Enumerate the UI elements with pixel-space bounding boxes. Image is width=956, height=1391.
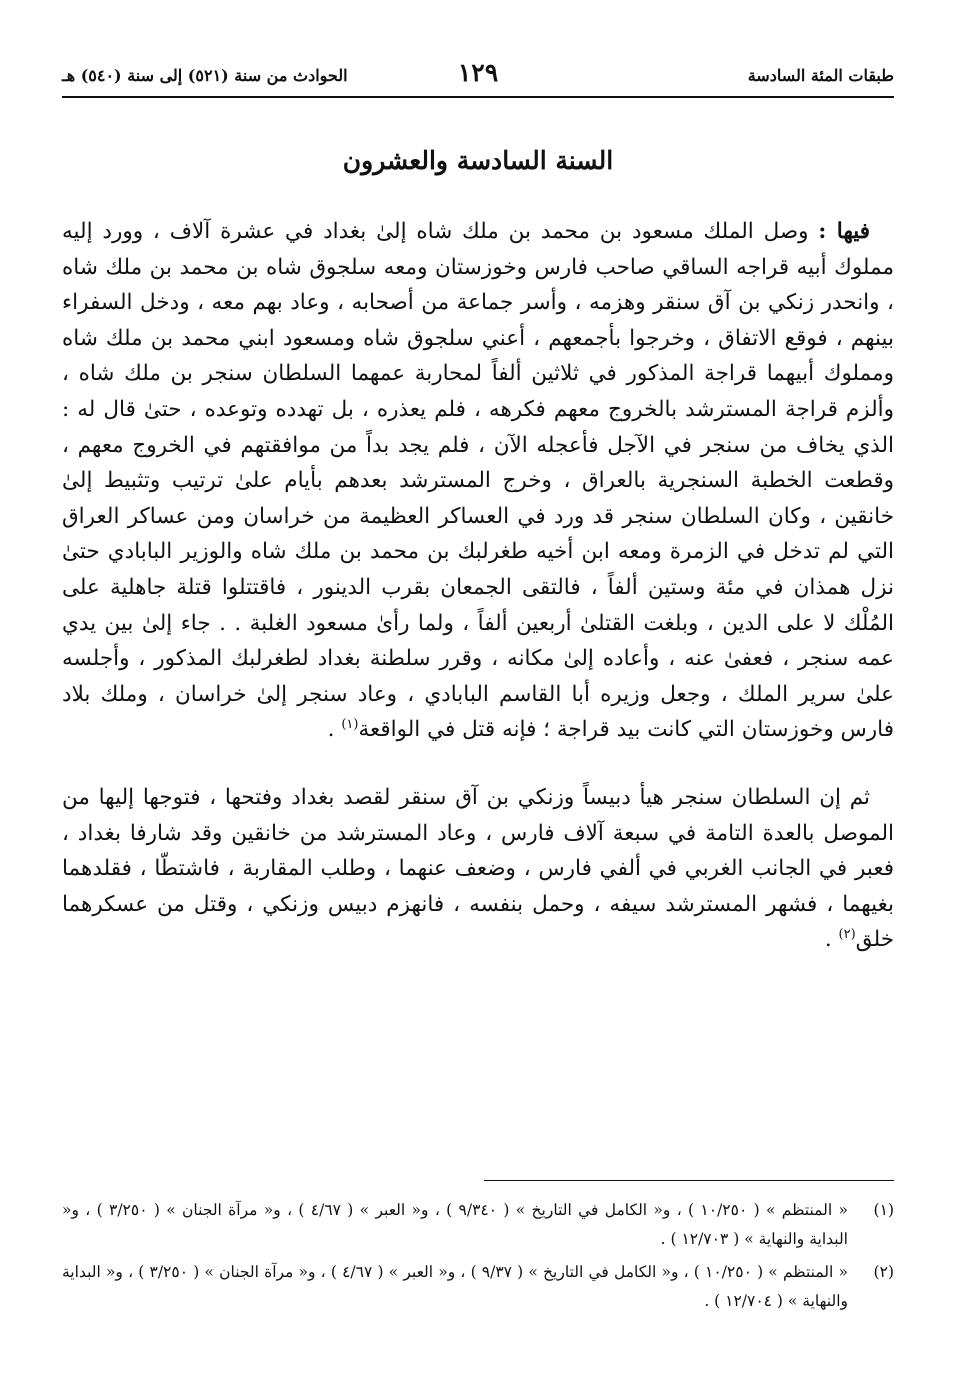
section-title: السنة السادسة والعشرون <box>342 146 614 175</box>
paragraph-1 <box>62 214 894 748</box>
footnotes <box>62 1196 894 1320</box>
footnote-2 <box>62 1258 894 1316</box>
header-divider <box>62 96 894 98</box>
header-book-title: طبقات المئة السادسة <box>747 66 894 85</box>
paragraph-2 <box>62 780 894 958</box>
footnote-text: « المنتظم » ( ١٠/٢٥٠ ) ، و« الكامل في التاريخ » ( ٩/٣٤٠ ) ، و« العبر » ( ٤/٦٧ ) ، و« مرآة الجنان » ( ٣/٢٥٠ ) ، و« البداية والنهاية » ( ١٢/٧٠٣ ) . <box>62 1201 848 1248</box>
footnote-text: « المنتظم » ( ١٠/٢٥٠ ) ، و« الكامل في التاريخ » ( ٩/٣٧ ) ، و« العبر » ( ٤/٦٧ ) ، و« مرآة الجنان » ( ٣/٢٥٠ ) ، و« البداية والنهاية » ( ١٢/٧٠٤ ) . <box>62 1263 848 1310</box>
paragraph-text: وصل الملك مسعود بن محمد بن ملك شاه إلىٰ بغداد في عشرة آلاف ، وورد إليه مملوك أبيه قراجه الساقي صاحب فارس وخوزستان ومعه سلجوق شاه بن محمد بن ملك شاه ، وانحدر زنكي بن آق سنقر وهزمه ، وأسر جماعة من أصحابه ، وعاد بهم معه ، ودخل السفراء بينهم ، فوقع الاتفاق ، وخرجوا بأجمعهم ، أعني سلجوق شاه ومسعود ابني محمد بن ملك شاه ومملوك أبيهما قراجة المذكور في ثلاثين ألفاً لمحاربة عمهما السلطان سنجر بن ملك شاه ، وألزم قراجة المسترشد بالخروج معهم فكرهه ، فلم يعذره ، بل تهدده وتوعده ، حتىٰ قال له : الذي يخاف من سنجر في الآجل فأعجله الآن ، فلم يجد بداً من موافقتهم في الخروج معهم ، وقطعت الخطبة السنجرية بالعراق ، وخرج المسترشد بعدهم بأيام علىٰ ترتيب وتثبيط إلىٰ خانقين ، وكان السلطان سنجر قد ورد في العساكر العظيمة من خراسان ومن عساكر العراق التي لم تدخل في الزمرة ومعه ابن أخيه طغرلبك بن محمد بن ملك شاه والوزير البابادي حتىٰ نزل همذان في مئة وستين ألفاً ، فالتقى الجمعان بقرب الدينور ، فاقتتلوا قتلة جاهلية على المُلْك لا على الدين ، وبلغت القتلىٰ أربعين ألفاً ، ولما رأىٰ مسعود الغلبة . . جاء إلىٰ بين يدي عمه سنجر ، فعفىٰ عنه ، وأعاده إلىٰ مكانه ، وقرر سلطنة بغداد لطغرلبك المذكور ، وأجلسه علىٰ سرير الملك ، وجعل وزيره أبا القاسم البابادي ، وعاد سنجر إلىٰ خراسان ، وملك بلاد فارس وخوزستان التي كانت بيد قراجة ؛ فإنه قتل في الواقعة <box>62 219 894 743</box>
main-text <box>62 214 894 958</box>
footnote-number: (١) <box>873 1201 894 1219</box>
header-chapter-range: الحوادث من سنة (٥٢١) إلى سنة (٥٤٠) هـ <box>62 66 348 85</box>
running-header <box>62 58 894 92</box>
paragraph-tail: . <box>327 717 342 743</box>
footnote-divider <box>484 1180 894 1181</box>
paragraph-lead: فيها : <box>818 219 870 244</box>
footnote-1 <box>62 1196 894 1254</box>
footnote-ref-2[interactable]: (٢) <box>838 927 856 943</box>
paragraph-text: ثم إن السلطان سنجر هيأ دبيساً وزنكي بن آق سنقر لقصد بغداد وفتحها ، فتوجها إليها من الموصل بالعدة التامة في سبعة آلاف فارس ، وعاد المسترشد من خانقين وقد شارفا بغداد ، فعبر في الجانب الغربي في ألفي فارس ، وضعف عنهما ، وطلب المقاربة ، فاشتطّا ، فقلدهما بغيهما ، فشهر المسترشد سيفه ، وحمل بنفسه ، فانهزم دبيس وزنكي ، وقتل من عسكرهما خلق <box>62 784 894 953</box>
footnote-ref-1[interactable]: (١) <box>341 717 359 733</box>
page-number: ١٢٩ <box>457 58 499 87</box>
footnote-number: (٢) <box>873 1263 894 1281</box>
paragraph-tail: . <box>824 927 839 953</box>
